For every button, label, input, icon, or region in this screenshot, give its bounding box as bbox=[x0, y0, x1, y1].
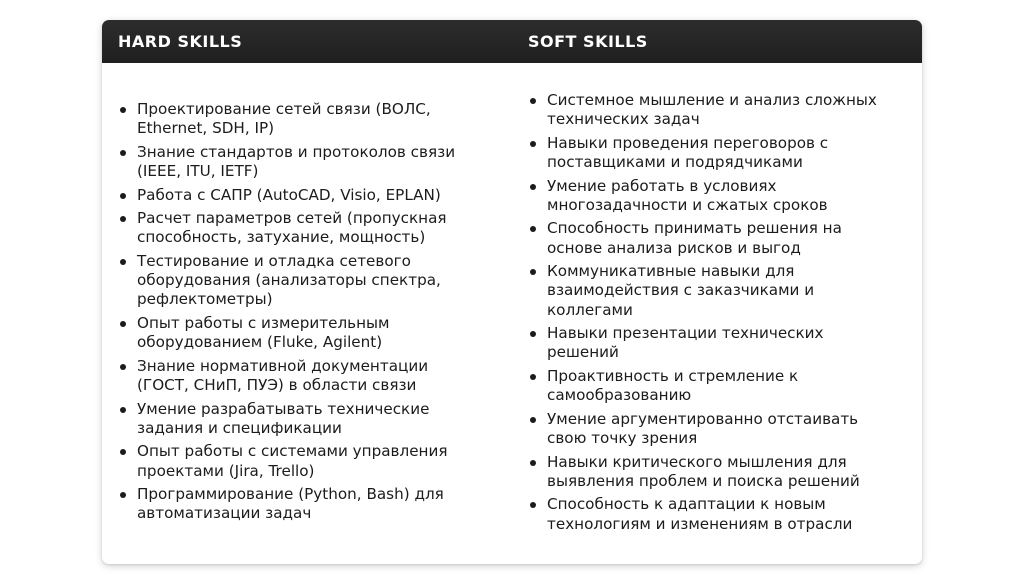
bullet-icon bbox=[530, 417, 536, 423]
soft-skill-text: Способность принимать решения на основе анализа рисков и выгод bbox=[547, 219, 842, 257]
bullet-icon bbox=[120, 321, 126, 327]
soft-skill-item bbox=[528, 134, 888, 172]
hard-skill-item bbox=[118, 100, 478, 138]
hard-skill-item bbox=[118, 143, 478, 181]
hard-skill-item bbox=[118, 400, 478, 438]
bullet-icon bbox=[530, 269, 536, 275]
hard-skill-text: Проектирование сетей связи (ВОЛС, Ethernet, SDH, IP) bbox=[137, 100, 431, 138]
bullet-icon bbox=[530, 98, 536, 104]
soft-skill-item bbox=[528, 91, 888, 129]
hard-skill-text: Тестирование и отладка сетевого оборудования (анализаторы спектра, рефлектометры) bbox=[137, 251, 441, 309]
soft-skill-text: Коммуникативные навыки для взаимодействия с заказчиками и коллегами bbox=[547, 262, 815, 319]
hard-skill-text: Работа с САПР (AutoCAD, Visio, EPLAN) bbox=[137, 185, 441, 204]
soft-skill-item bbox=[528, 453, 888, 491]
bullet-icon bbox=[530, 374, 536, 380]
soft-skill-text: Навыки презентации технических решений bbox=[547, 324, 824, 362]
bullet-icon bbox=[120, 216, 126, 222]
bullet-icon bbox=[530, 184, 536, 190]
soft-skill-text: Системное мышление и анализ сложных технических задач bbox=[547, 91, 877, 129]
hard-skill-text: Программирование (Python, Bash) для автоматизации задач bbox=[137, 485, 444, 523]
bullet-icon bbox=[120, 449, 126, 455]
soft-skill-item bbox=[528, 219, 888, 257]
bullet-icon bbox=[120, 407, 126, 413]
hard-skill-text: Знание нормативной документации (ГОСТ, СНиП, ПУЭ) в области связи bbox=[137, 356, 429, 394]
soft-skill-text: Навыки проведения переговоров с поставщиками и подрядчиками bbox=[547, 133, 829, 171]
soft-skill-text: Умение работать в условиях многозадачности и сжатых сроков bbox=[547, 176, 828, 214]
hard-skill-item bbox=[118, 442, 478, 480]
bullet-icon bbox=[120, 364, 126, 370]
hard-skill-item bbox=[118, 252, 478, 310]
hard-skill-text: Умение разрабатывать технические задания и спецификации bbox=[137, 399, 430, 437]
bullet-icon bbox=[530, 226, 536, 232]
soft-skill-text: Проактивность и стремление к самообразованию bbox=[547, 366, 799, 405]
bullet-icon bbox=[530, 502, 536, 508]
hard-skills-title: HARD SKILLS bbox=[118, 32, 243, 51]
bullet-icon bbox=[120, 107, 126, 113]
soft-skill-item bbox=[528, 367, 888, 405]
hard-skill-item bbox=[118, 186, 478, 205]
hard-skill-item bbox=[118, 209, 478, 247]
hard-skill-item bbox=[118, 357, 478, 395]
hard-skills-column bbox=[118, 100, 478, 528]
skills-header bbox=[102, 20, 922, 63]
soft-skill-item bbox=[528, 410, 888, 448]
skills-card bbox=[102, 20, 922, 564]
bullet-icon bbox=[530, 460, 536, 466]
hard-skill-item bbox=[118, 485, 478, 523]
bullet-icon bbox=[120, 259, 126, 265]
bullet-icon bbox=[120, 492, 126, 498]
soft-skill-text: Способность к адаптации к новым технологиям и изменениям в отрасли bbox=[547, 495, 853, 533]
soft-skills-list bbox=[528, 91, 888, 534]
bullet-icon bbox=[530, 331, 536, 337]
bullet-icon bbox=[120, 150, 126, 156]
soft-skills-column bbox=[528, 91, 888, 538]
hard-skill-text: Опыт работы с измерительным оборудованием (Fluke, Agilent) bbox=[137, 313, 390, 352]
hard-skill-text: Знание стандартов и протоколов связи (IEEE, ITU, IETF) bbox=[137, 142, 456, 180]
soft-skill-item bbox=[528, 262, 888, 320]
bullet-icon bbox=[530, 141, 536, 147]
hard-skill-text: Опыт работы с системами управления проектами (Jira, Trello) bbox=[137, 442, 448, 480]
soft-skill-item bbox=[528, 177, 888, 215]
soft-skills-title: SOFT SKILLS bbox=[528, 32, 648, 51]
soft-skill-item bbox=[528, 495, 888, 533]
soft-skill-text: Умение аргументированно отстаивать свою точку зрения bbox=[547, 409, 859, 447]
hard-skills-list bbox=[118, 100, 478, 524]
soft-skill-item bbox=[528, 324, 888, 362]
soft-skill-text: Навыки критического мышления для выявления проблем и поиска решений bbox=[547, 452, 860, 490]
bullet-icon bbox=[120, 193, 126, 199]
hard-skill-text: Расчет параметров сетей (пропускная способность, затухание, мощность) bbox=[137, 209, 447, 247]
hard-skill-item bbox=[118, 314, 478, 352]
